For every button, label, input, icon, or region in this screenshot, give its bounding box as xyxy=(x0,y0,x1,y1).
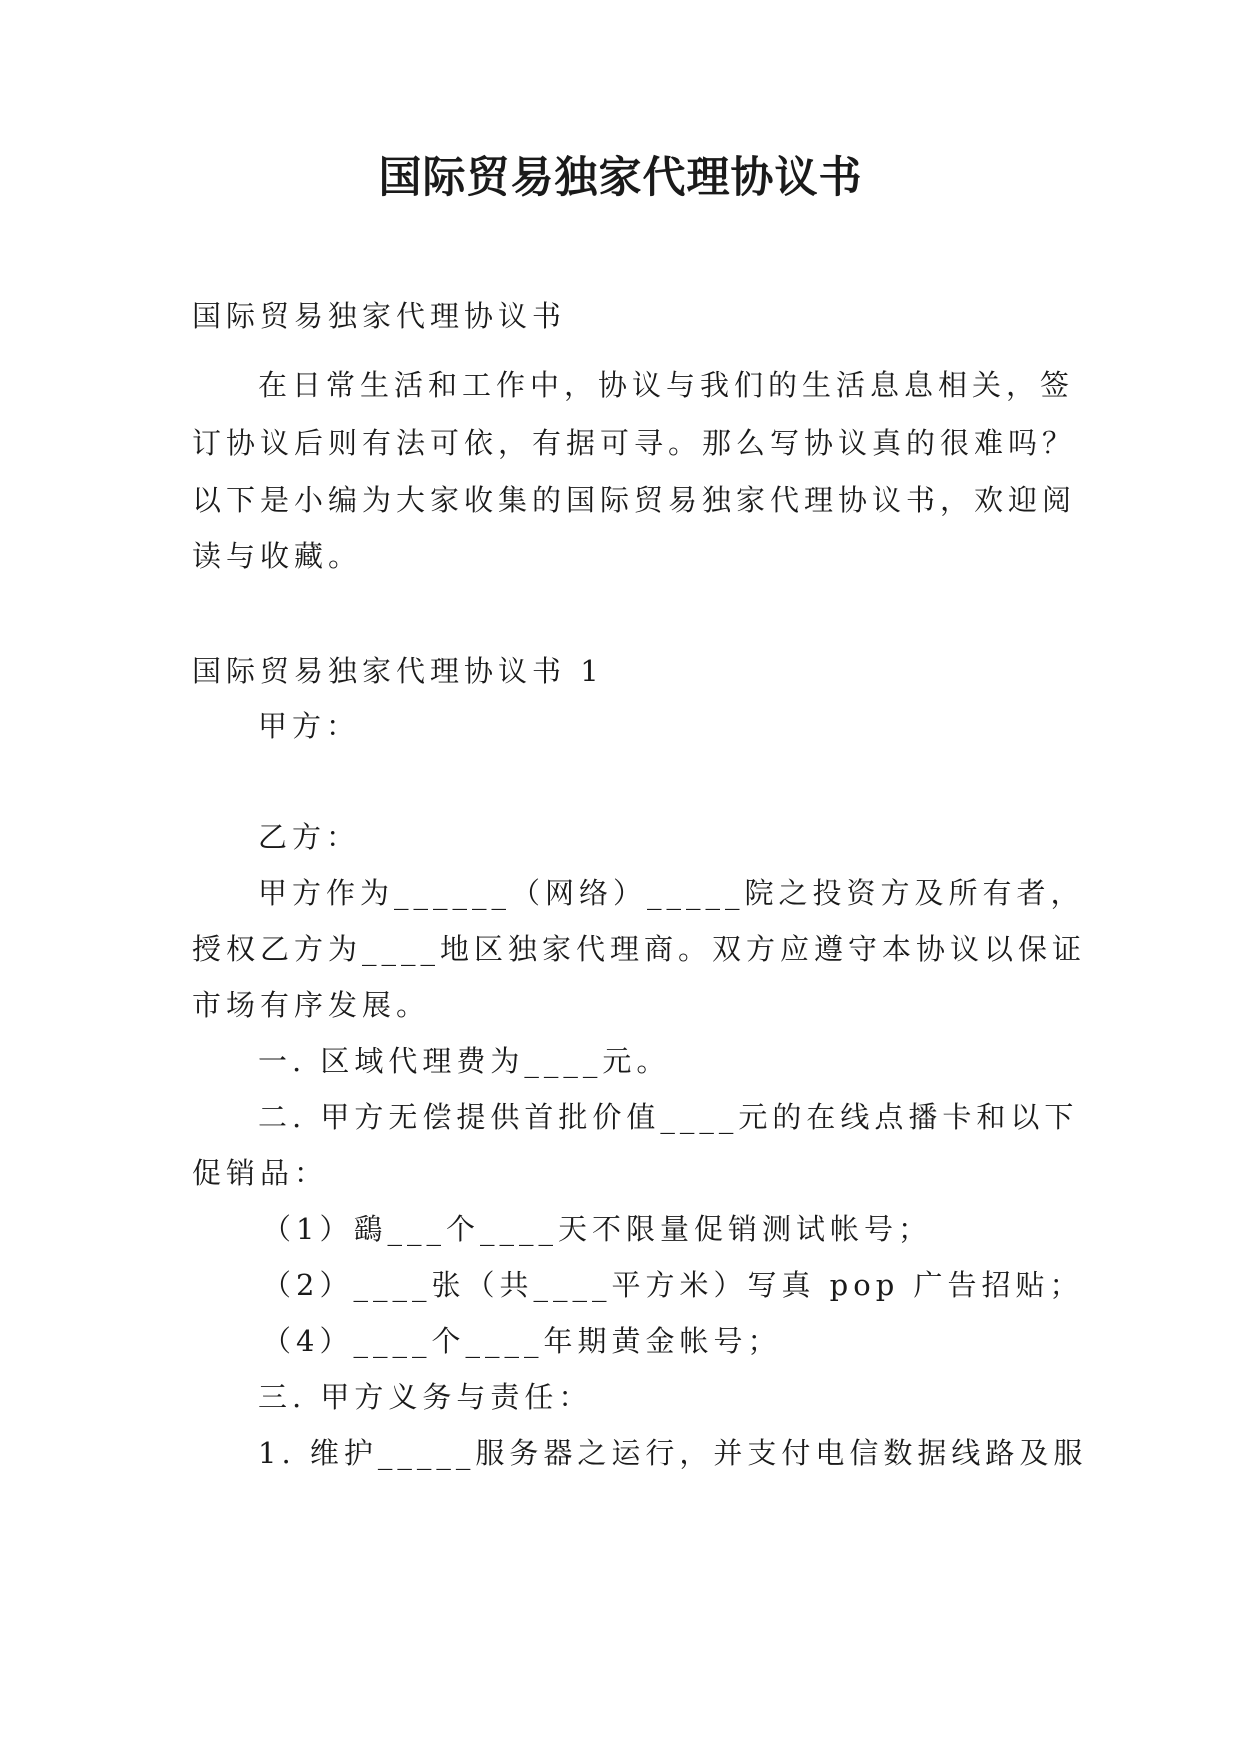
clause-intro-line-3: 市场有序发展。 xyxy=(192,988,431,1022)
document-title: 国际贸易独家代理协议书 xyxy=(378,153,863,203)
party-b-label: 乙方： xyxy=(258,820,361,854)
intro-line-1: 在日常生活和工作中，协议与我们的生活息息相关，签 xyxy=(258,368,1075,402)
clause-2-line-2: 促销品： xyxy=(192,1156,329,1190)
document-subtitle: 国际贸易独家代理协议书 xyxy=(192,299,567,333)
promo-item-4: （4）____个____年期黄金帐号； xyxy=(262,1324,782,1358)
promo-item-1: （1）鷂___个____天不限量促销测试帐号； xyxy=(262,1212,932,1246)
intro-line-2: 订协议后则有法可依，有据可寻。那么写协议真的很难吗？ xyxy=(192,426,1077,460)
party-a-label: 甲方： xyxy=(258,709,361,743)
intro-line-4: 读与收藏。 xyxy=(192,539,363,573)
promo-item-2: （2）____张（共____平方米）写真 pop 广告招贴； xyxy=(262,1268,1084,1302)
clause-1: 一. 区域代理费为____元。 xyxy=(258,1044,671,1078)
clause-3-heading: 三. 甲方义务与责任： xyxy=(258,1380,593,1414)
clause-2-line-1: 二. 甲方无偿提供首批价值____元的在线点播卡和以下 xyxy=(258,1100,1079,1134)
intro-line-3: 以下是小编为大家收集的国际贸易独家代理协议书，欢迎阅 xyxy=(192,483,1077,517)
clause-3-item-1: 1. 维护_____服务器之运行，并支付电信数据线路及服 xyxy=(258,1436,1088,1470)
clause-intro-line-1: 甲方作为______（网络）_____院之投资方及所有者， xyxy=(258,876,1085,910)
clause-intro-line-2: 授权乙方为____地区独家代理商。双方应遵守本协议以保证 xyxy=(192,932,1087,966)
section-heading: 国际贸易独家代理协议书 1 xyxy=(192,654,604,688)
